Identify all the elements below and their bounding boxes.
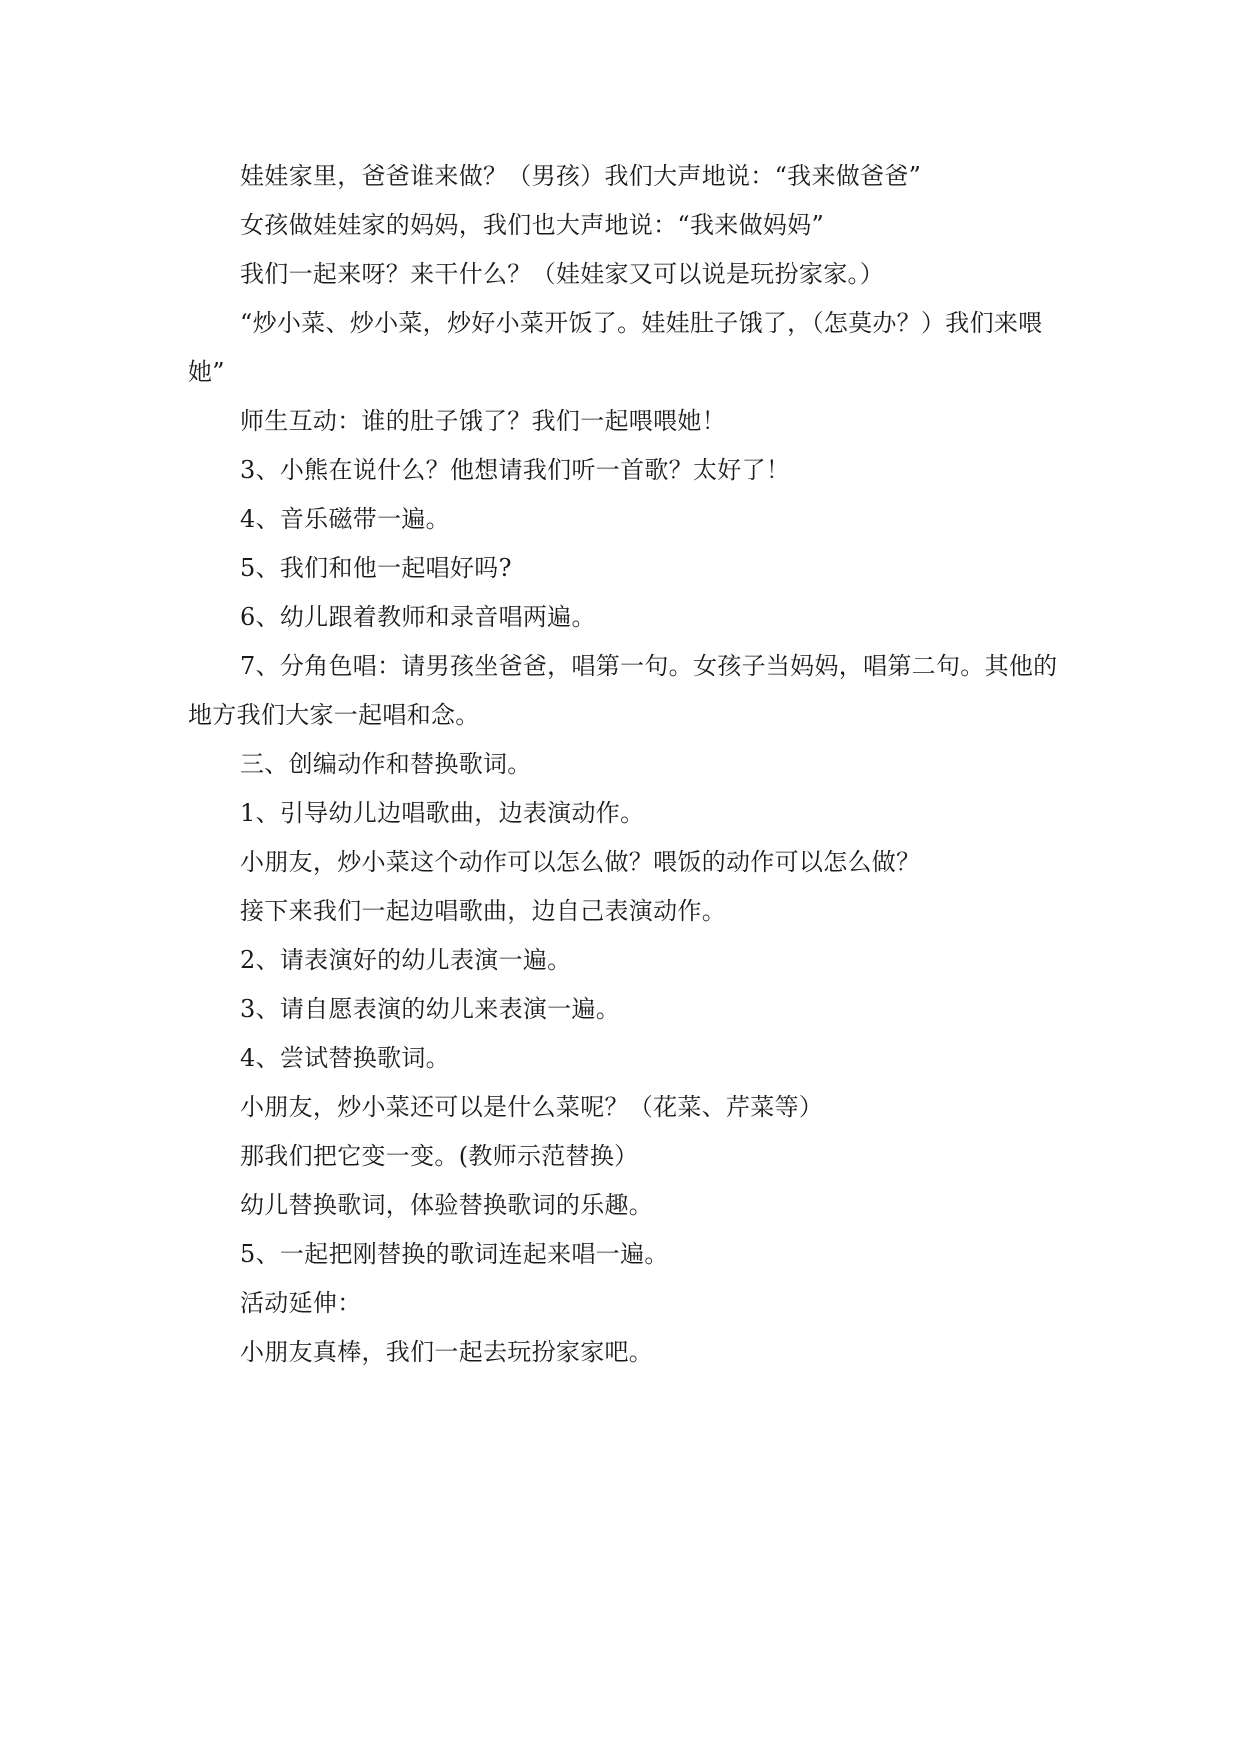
paragraph-7: 4、音乐磁带一遍。	[240, 505, 450, 533]
paragraph-6: 3、小熊在说什么？他想请我们听一首歌？太好了！	[240, 456, 791, 484]
paragraph-11: 三、创编动作和替换歌词。	[240, 750, 532, 778]
paragraph-15: 2、请表演好的幼儿表演一遍。	[240, 946, 572, 974]
paragraph-8: 5、我们和他一起唱好吗?	[240, 554, 512, 582]
paragraph-20: 幼儿替换歌词，体验替换歌词的乐趣。	[240, 1191, 654, 1219]
paragraph-23: 小朋友真棒，我们一起去玩扮家家吧。	[240, 1338, 654, 1366]
paragraph-4: “炒小菜、炒小菜，炒好小菜开饭了。娃娃肚子饿了，（怎莫办？）我们来喂她”	[188, 309, 1043, 386]
paragraph-3: 我们一起来呀？来干什么？（娃娃家又可以说是玩扮家家。）	[240, 260, 885, 288]
paragraph-14: 接下来我们一起边唱歌曲，边自己表演动作。	[240, 897, 726, 925]
paragraph-21: 5、一起把刚替换的歌词连起来唱一遍。	[240, 1240, 669, 1268]
document-body	[188, 152, 1058, 1377]
paragraph-17: 4、尝试替换歌词。	[240, 1044, 450, 1072]
paragraph-22: 活动延伸：	[240, 1289, 362, 1317]
paragraph-1: 娃娃家里，爸爸谁来做？（男孩）我们大声地说：“我来做爸爸”	[240, 162, 922, 190]
paragraph-18: 小朋友，炒小菜还可以是什么菜呢？（花菜、芹菜等）	[240, 1093, 824, 1121]
paragraph-2: 女孩做娃娃家的妈妈，我们也大声地说：“我来做妈妈”	[240, 211, 825, 239]
paragraph-5: 师生互动：谁的肚子饿了？我们一起喂喂她！	[240, 407, 726, 435]
paragraph-16: 3、请自愿表演的幼儿来表演一遍。	[240, 995, 621, 1023]
paragraph-9: 6、幼儿跟着教师和录音唱两遍。	[240, 603, 596, 631]
paragraph-19: 那我们把它变一变。(教师示范替换）	[240, 1142, 639, 1170]
paragraph-12: 1、引导幼儿边唱歌曲，边表演动作。	[240, 799, 645, 827]
paragraph-13: 小朋友，炒小菜这个动作可以怎么做？喂饭的动作可以怎么做？	[240, 848, 921, 876]
paragraph-10: 7、分角色唱：请男孩坐爸爸，唱第一句。女孩子当妈妈，唱第二句。其他的地方我们大家一起唱和念。	[188, 652, 1058, 729]
